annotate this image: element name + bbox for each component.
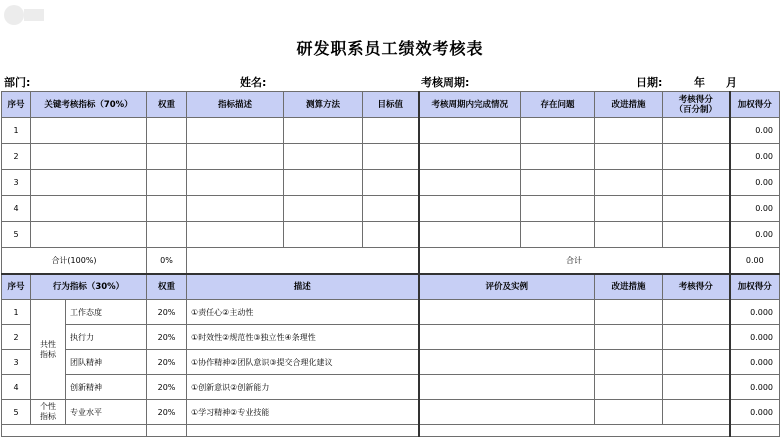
kpi-desc-header: 指标描述: [187, 92, 284, 118]
behavior-score-cell[interactable]: [663, 325, 730, 350]
behavior-total-weight: [147, 425, 187, 437]
behavior-score-cell[interactable]: [663, 400, 730, 425]
year-label: 年: [694, 76, 705, 89]
kpi-method-cell[interactable]: [284, 118, 363, 144]
behavior-row: [2, 375, 780, 400]
kpi-seq-cell: 1: [2, 118, 31, 144]
kpi-weighted-cell: 0.00: [730, 222, 780, 248]
behavior-seq-cell: 3: [2, 350, 31, 375]
behavior-row: [2, 400, 780, 425]
kpi-method-cell[interactable]: [284, 144, 363, 170]
dept-label: 部门:: [4, 76, 31, 89]
kpi-indicator-cell[interactable]: [31, 118, 147, 144]
kpi-method-header: 测算方法: [284, 92, 363, 118]
kpi-target-cell[interactable]: [363, 222, 419, 248]
kpi-seq-cell: 2: [2, 144, 31, 170]
kpi-improve-cell[interactable]: [595, 170, 663, 196]
kpi-weighted-cell: 0.00: [730, 196, 780, 222]
behavior-name-cell: 创新精神: [66, 375, 147, 400]
kpi-improve-header: 改进措施: [595, 92, 663, 118]
behavior-desc-header: 描述: [187, 274, 419, 300]
personal-indicator-group: [31, 400, 66, 425]
behavior-weight-cell: 20%: [147, 400, 187, 425]
kpi-weight-cell[interactable]: [147, 196, 187, 222]
kpi-weight-cell[interactable]: [147, 170, 187, 196]
kpi-indicator-cell[interactable]: [31, 170, 147, 196]
behavior-seq-cell: 2: [2, 325, 31, 350]
kpi-completion-cell[interactable]: [419, 196, 521, 222]
behavior-eval-header: 评价及实例: [419, 274, 595, 300]
kpi-completion-cell[interactable]: [419, 222, 521, 248]
kpi-completion-cell[interactable]: [419, 170, 521, 196]
behavior-name-cell: 执行力: [66, 325, 147, 350]
behavior-total-blank: [187, 425, 419, 437]
behavior-row: [2, 300, 780, 325]
kpi-target-cell[interactable]: [363, 118, 419, 144]
behavior-seq-cell: 1: [2, 300, 31, 325]
kpi-improve-cell[interactable]: [595, 222, 663, 248]
behavior-weighted-cell: 0.000: [730, 375, 780, 400]
behavior-seq-header: 序号: [2, 274, 31, 300]
kpi-total-label: 合计(100%): [2, 248, 147, 274]
kpi-total-blank: [187, 248, 419, 274]
kpi-method-cell[interactable]: [284, 222, 363, 248]
appraisal-table: [1, 91, 780, 437]
behavior-total-right: [419, 425, 730, 437]
kpi-target-header: 目标值: [363, 92, 419, 118]
behavior-row: [2, 325, 780, 350]
kpi-weight-cell[interactable]: [147, 118, 187, 144]
kpi-issues-cell[interactable]: [521, 118, 595, 144]
kpi-target-cell[interactable]: [363, 144, 419, 170]
kpi-completion-cell[interactable]: [419, 144, 521, 170]
kpi-completion-cell[interactable]: [419, 118, 521, 144]
behavior-improve-header: 改进措施: [595, 274, 663, 300]
kpi-seq-cell: 4: [2, 196, 31, 222]
kpi-weighted-cell: 0.00: [730, 170, 780, 196]
kpi-desc-cell[interactable]: [187, 118, 284, 144]
kpi-issues-cell[interactable]: [521, 170, 595, 196]
kpi-row: [2, 222, 780, 248]
behavior-improve-cell[interactable]: [595, 350, 663, 375]
behavior-header-row: [2, 274, 780, 300]
behavior-score-cell[interactable]: [663, 375, 730, 400]
kpi-indicator-cell[interactable]: [31, 222, 147, 248]
kpi-total-weighted: 0.00: [730, 248, 780, 274]
kpi-weight-cell[interactable]: [147, 222, 187, 248]
kpi-total-label-right: 合计: [419, 248, 730, 274]
kpi-desc-cell[interactable]: [187, 170, 284, 196]
date-label: 日期:: [636, 76, 663, 89]
behavior-seq-cell: 5: [2, 400, 31, 425]
kpi-row: [2, 144, 780, 170]
kpi-indicator-cell[interactable]: [31, 144, 147, 170]
behavior-name-cell: 专业水平: [66, 400, 147, 425]
kpi-score-header: [663, 92, 730, 118]
behavior-weighted-header: 加权得分: [730, 274, 780, 300]
kpi-score-cell[interactable]: [663, 196, 730, 222]
kpi-weight-header: 权重: [147, 92, 187, 118]
behavior-desc-cell: ①创新意识②创新能力: [187, 375, 419, 400]
personal-indicator-group-text: 个性 指标: [40, 402, 56, 421]
kpi-score-header-line1: 考核得分: [678, 94, 713, 105]
behavior-weight-cell: 20%: [147, 350, 187, 375]
behavior-score-header: 考核得分: [663, 274, 730, 300]
behavior-total-weighted: [730, 425, 780, 437]
kpi-seq-cell: 5: [2, 222, 31, 248]
behavior-improve-cell[interactable]: [595, 375, 663, 400]
kpi-row: [2, 118, 780, 144]
kpi-score-cell[interactable]: [663, 144, 730, 170]
behavior-improve-cell[interactable]: [595, 325, 663, 350]
kpi-target-cell[interactable]: [363, 170, 419, 196]
kpi-improve-cell[interactable]: [595, 144, 663, 170]
behavior-name-cell: 工作态度: [66, 300, 147, 325]
behavior-row: [2, 350, 780, 375]
kpi-header-row: [2, 92, 780, 118]
logo-watermark: [0, 0, 48, 30]
kpi-score-header-line2: （百分制）: [674, 104, 718, 115]
behavior-weight-cell: 20%: [147, 300, 187, 325]
month-label: 月: [726, 76, 737, 89]
kpi-indicator-header: 关键考核指标（70%）: [31, 92, 147, 118]
kpi-seq-cell: 3: [2, 170, 31, 196]
kpi-weighted-header: 加权得分: [730, 92, 780, 118]
kpi-method-cell[interactable]: [284, 196, 363, 222]
kpi-improve-cell[interactable]: [595, 118, 663, 144]
behavior-seq-cell: 4: [2, 375, 31, 400]
kpi-issues-cell[interactable]: [521, 222, 595, 248]
behavior-eval-cell[interactable]: [419, 400, 595, 425]
behavior-weighted-cell: 0.000: [730, 350, 780, 375]
kpi-desc-cell[interactable]: [187, 222, 284, 248]
kpi-weighted-cell: 0.00: [730, 144, 780, 170]
behavior-eval-cell[interactable]: [419, 350, 595, 375]
behavior-weighted-cell: 0.000: [730, 300, 780, 325]
behavior-desc-cell: ①时效性②规范性③独立性④条理性: [187, 325, 419, 350]
kpi-row: [2, 170, 780, 196]
kpi-score-cell[interactable]: [663, 118, 730, 144]
behavior-weight-header: 权重: [147, 274, 187, 300]
behavior-weight-cell: 20%: [147, 325, 187, 350]
kpi-row: [2, 196, 780, 222]
kpi-target-cell[interactable]: [363, 196, 419, 222]
kpi-score-cell[interactable]: [663, 170, 730, 196]
behavior-eval-cell[interactable]: [419, 375, 595, 400]
kpi-improve-cell[interactable]: [595, 196, 663, 222]
behavior-eval-cell[interactable]: [419, 300, 595, 325]
behavior-desc-cell: ①责任心②主动性: [187, 300, 419, 325]
behavior-desc-cell: ①学习精神②专业技能: [187, 400, 419, 425]
behavior-score-cell[interactable]: [663, 350, 730, 375]
behavior-weighted-cell: 0.000: [730, 325, 780, 350]
behavior-improve-cell[interactable]: [595, 400, 663, 425]
behavior-improve-cell[interactable]: [595, 300, 663, 325]
kpi-issues-cell[interactable]: [521, 144, 595, 170]
period-label: 考核周期:: [421, 76, 470, 89]
kpi-weight-cell[interactable]: [147, 144, 187, 170]
behavior-eval-cell[interactable]: [419, 325, 595, 350]
kpi-method-cell[interactable]: [284, 170, 363, 196]
behavior-weight-cell: 20%: [147, 375, 187, 400]
common-indicator-group: [31, 300, 66, 400]
common-indicator-group-text: 共性 指标: [40, 339, 56, 359]
behavior-name-cell: 团队精神: [66, 350, 147, 375]
behavior-desc-cell: ①协作精神②团队意识③提交合理化建议: [187, 350, 419, 375]
kpi-desc-cell[interactable]: [187, 144, 284, 170]
behavior-total-label: [2, 425, 147, 437]
behavior-total-row-partial: [2, 425, 780, 437]
kpi-seq-header: 序号: [2, 92, 31, 118]
kpi-total-weight: 0%: [147, 248, 187, 274]
kpi-total-row: [2, 248, 780, 274]
kpi-score-cell[interactable]: [663, 222, 730, 248]
kpi-issues-cell[interactable]: [521, 196, 595, 222]
page-title: 研发职系员工绩效考核表: [296, 39, 484, 58]
kpi-desc-cell[interactable]: [187, 196, 284, 222]
behavior-weighted-cell: 0.000: [730, 400, 780, 425]
kpi-indicator-cell[interactable]: [31, 196, 147, 222]
kpi-issues-header: 存在问题: [521, 92, 595, 118]
name-label: 姓名:: [240, 76, 267, 89]
kpi-weighted-cell: 0.00: [730, 118, 780, 144]
behavior-score-cell[interactable]: [663, 300, 730, 325]
behavior-indicator-header: 行为指标（30%）: [31, 274, 147, 300]
kpi-completion-header: 考核周期内完成情况: [419, 92, 521, 118]
